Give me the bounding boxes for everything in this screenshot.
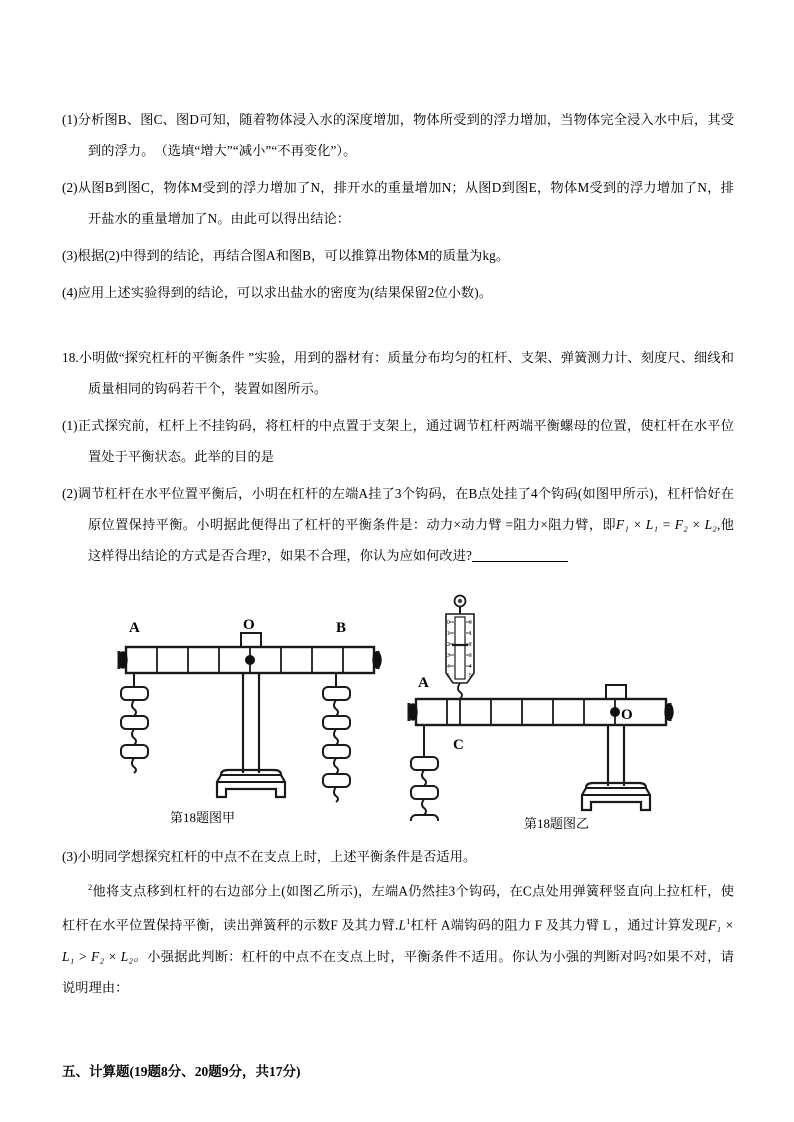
svg-text:4: 4 — [447, 664, 450, 670]
svg-text:1: 1 — [469, 631, 472, 637]
weights-right-b — [323, 673, 350, 802]
label-b: B — [336, 620, 347, 636]
q18-part1: (1)正式探究前，杠杆上不挂钩码，将杠杆的中点置于支架上，通过调节杠杆两端平衡螺母的位置，使杠杆在水平位置处于平衡状态。此举的目的是 — [62, 418, 734, 464]
svg-text:0: 0 — [469, 620, 472, 626]
lever-diagram-yi — [402, 581, 712, 831]
figure-group — [62, 593, 734, 841]
figure-caption-yi: 第18题图乙 — [524, 816, 590, 831]
spring-scale — [446, 596, 474, 700]
question-17-parts — [62, 104, 734, 308]
q18-part2-formula: F₁ × L₁ = F₂ × L₂, — [615, 517, 721, 532]
label-a: A — [418, 675, 429, 691]
q17-part3: (3)根据(2)中得到的结论，再结合图A和图B，可以推算出物体M的质量为kg。 — [62, 248, 510, 263]
question-18 — [62, 342, 734, 571]
section-5-heading: 五、计算题(19题8分、20题9分，共17分) — [62, 1063, 301, 1079]
q18-part2-text-b: 他这样得出结论的方式是否合理?，如果不合理，你认为应如何改进? — [88, 517, 734, 563]
spacer — [62, 308, 734, 342]
q18-part3-b: 他将支点移到杠杆的右边部分上(如图乙所示)，左端A仍然挂3个钩码，在C点处用弹簧秤竖直向上拉杠杆，使杠杆在水平位置保持平衡，读出弹簧秤的示数F 及其力臂. — [62, 883, 734, 933]
svg-text:2: 2 — [469, 642, 472, 648]
lever-diagram-jia — [108, 607, 398, 825]
q18-part3-d: 小强据此判断：杠杆的中点不在支点上时，平衡条件不适用。你认为小强的判断对吗?如果不对，请说明理由： — [62, 948, 734, 995]
figure-caption-jia: 第18题图甲 — [170, 810, 236, 825]
label-c: C — [453, 737, 464, 753]
q18-part3-formula: F₁ × L₁ > F₂ × L₂。 — [62, 917, 735, 964]
q18-part3-body — [62, 872, 734, 1003]
page-content — [62, 104, 734, 1085]
svg-text:5: 5 — [469, 673, 472, 679]
q18-part3-c: 杠杆 A端钩码的阻力 F 及其力臂 L ，通过计算发现 — [410, 917, 709, 933]
label-o: O — [243, 617, 255, 633]
svg-text:3: 3 — [447, 653, 450, 659]
svg-text:5: 5 — [447, 673, 450, 679]
answer-blank[interactable] — [472, 549, 568, 562]
svg-text:3: 3 — [469, 653, 472, 659]
sup-marker-1: 1 — [406, 916, 411, 927]
q17-part1: (1)分析图B、图C、图D可知，随着物体浸入水的深度增加，物体所受到的浮力增加，当物体完全浸入水中后，其受到的浮力。 （选填“增大”“减小”“不再变化”）。 — [62, 112, 734, 158]
label-o: O — [621, 707, 633, 723]
q17-part2: (2)从图B到图C，物体M受到的浮力增加了N，排开水的重量增加N；从图D到图E，物体M受到的浮力增加了N，排开盐水的重量增加了N。由此可以得出结论： — [62, 180, 734, 226]
q18-part2-text-a: (2)调节杠杆在水平位置平衡后，小明在杠杆的左端A挂了3个钩码，在B点处挂了4个钩码(如图甲所示)，杠杆恰好在原位置保持平衡。小明据此便得出了杠杆的平衡条件是：动力×动力臂 =阻力×阻力臂， — [62, 486, 734, 532]
weights-left-a — [121, 673, 148, 773]
q18-part2 — [62, 478, 734, 571]
sup-marker-2: 2 — [88, 882, 93, 892]
q18-part2-prefix: 即 — [602, 517, 616, 532]
q17-part4: (4)应用上述实验得到的结论，可以求出盐水的密度为(结果保留2位小数)。 — [62, 285, 492, 300]
label-a: A — [129, 620, 140, 636]
svg-text:1: 1 — [447, 631, 450, 637]
spacer — [62, 1003, 734, 1037]
inline-L1: L — [398, 917, 407, 933]
spacer — [62, 1037, 734, 1059]
svg-text:4: 4 — [469, 664, 472, 670]
svg-text:2: 2 — [447, 642, 450, 648]
question-18-part3 — [62, 841, 734, 1003]
svg-text:0: 0 — [447, 620, 450, 626]
q18-stem: 18.小明做“探究杠杆的平衡条件 ”实验，用到的器材有：质量分布均匀的杠杆、支架、弹簧测力计、刻度尺、细线和质量相同的钩码若干个，装置如图所示。 — [62, 350, 734, 396]
weights-left-a — [411, 725, 438, 821]
q18-part3-a: (3)小明同学想探究杠杆的中点不在支点上时，上述平衡条件是否适用。 — [62, 849, 477, 864]
